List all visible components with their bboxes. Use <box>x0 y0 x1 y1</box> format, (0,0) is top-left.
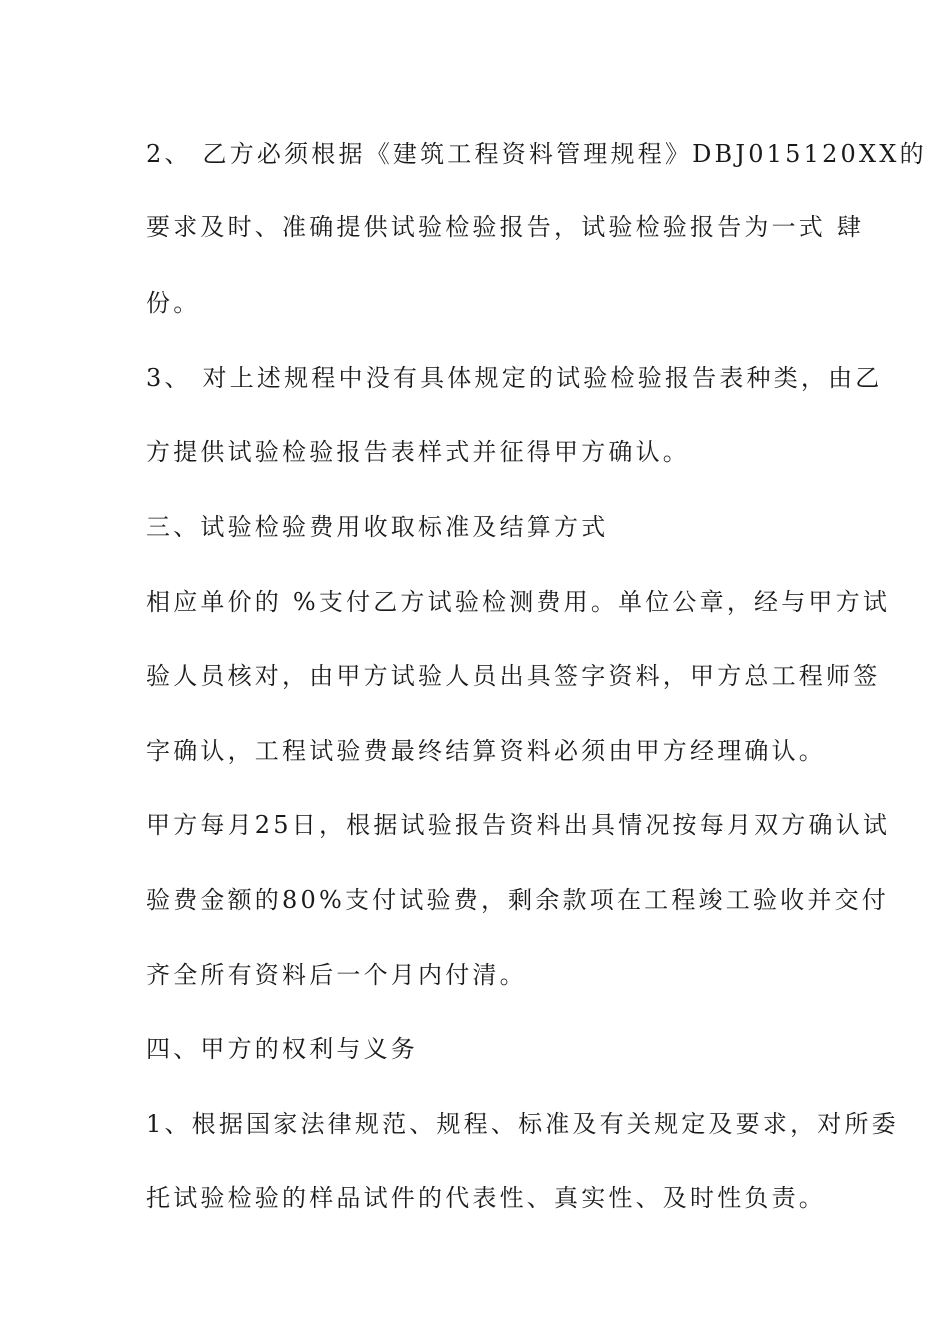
text-line: 1、根据国家法律规范、规程、标准及有关规定及要求，对所委 <box>146 1110 899 1138</box>
section-heading: 四、甲方的权利与义务 <box>146 1035 418 1063</box>
text-line: 验费金额的80%支付试验费，剩余款项在工程竣工验收并交付 <box>146 886 889 914</box>
text-line: 份。 <box>146 289 201 317</box>
text-line: 验人员核对，由甲方试验人员出具签字资料，甲方总工程师签 <box>146 662 881 690</box>
text-line: 3、 对上述规程中没有具体规定的试验检验报告表种类，由乙 <box>146 364 883 392</box>
text-line: 方提供试验检验报告表样式并征得甲方确认。 <box>146 438 690 466</box>
text-line: 齐全所有资料后一个月内付清。 <box>146 961 527 989</box>
text-line: 相应单价的 %支付乙方试验检测费用。单位公章，经与甲方试 <box>146 588 891 616</box>
text-line: 托试验检验的样品试件的代表性、真实性、及时性负责。 <box>146 1184 826 1212</box>
text-line: 2、 乙方必须根据《建筑工程资料管理规程》DBJ015120XX的 <box>146 140 927 168</box>
text-line: 要求及时、准确提供试验检验报告，试验检验报告为一式 肆 <box>146 213 865 241</box>
section-heading: 三、试验检验费用收取标准及结算方式 <box>146 513 609 541</box>
text-line: 字确认，工程试验费最终结算资料必须由甲方经理确认。 <box>146 737 826 765</box>
text-line: 甲方每月25日，根据试验报告资料出具情况按每月双方确认试 <box>146 811 891 839</box>
